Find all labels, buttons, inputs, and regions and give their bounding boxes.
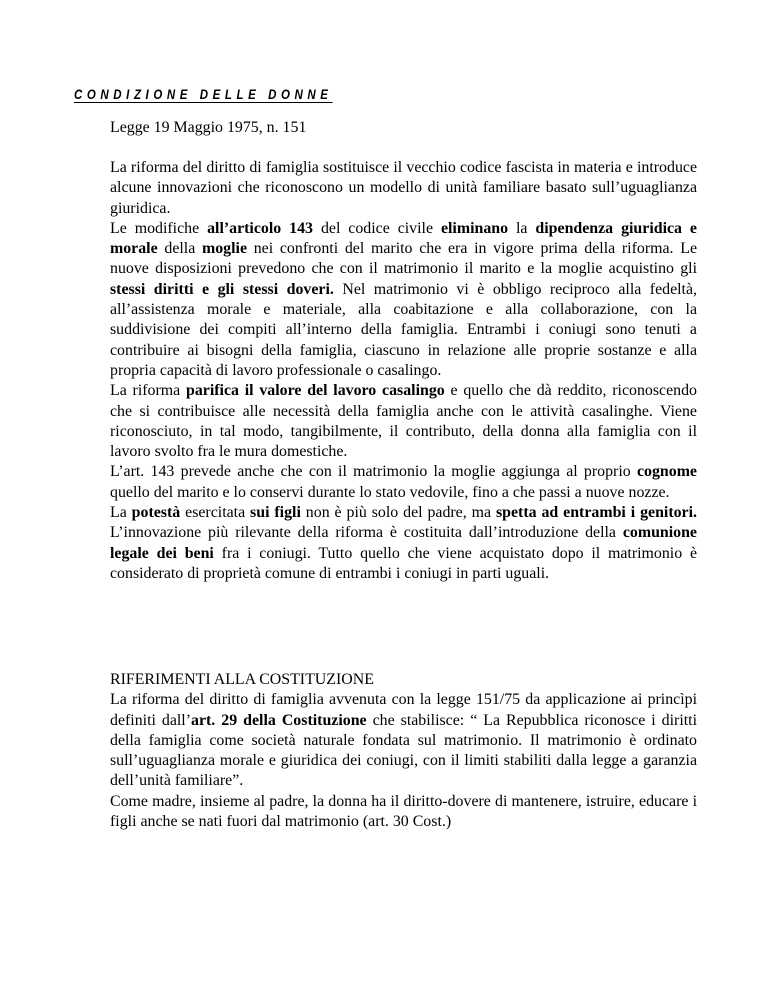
text-run: che stabilisce: “ La Repubblica riconosce i diritti della famiglia come società naturale fondata sul matrimonio. Il matrimonio è ordinato sull’uguaglianza morale e giuridica dei coniugi, con il limiti stabiliti dalla legge a garanzia dell’unità familiare”. xyxy=(110,711,697,790)
text-run: Le modifiche xyxy=(110,219,208,237)
text-run: La riforma xyxy=(110,382,186,400)
text-run: La riforma del diritto di famiglia sostituisce il vecchio codice fascista in materia e introduce alcune innovazioni che riconoscono un modello di unità familiare basato sull’uguaglianza giuridica. xyxy=(110,159,697,217)
law-title: Legge 19 Maggio 1975, n. 151 xyxy=(110,119,307,136)
paragraph xyxy=(110,381,697,462)
paragraph xyxy=(110,219,697,381)
text-run: quello del marito e lo conservi durante lo stato vedovile, fino a che passi a nuove nozze. xyxy=(110,483,670,501)
bold-text: comunione legale dei beni xyxy=(110,524,697,562)
bold-text: eliminano xyxy=(440,219,509,237)
text-run: fra i coniugi. Tutto quello che viene acquistato dopo il matrimonio è considerato di proprietà comune di entrambi i coniugi in parti uguali. xyxy=(110,544,697,582)
paragraph xyxy=(110,462,697,503)
paragraph xyxy=(110,158,697,219)
main-text xyxy=(110,158,697,584)
text-run: Come madre, insieme al padre, la donna ha il diritto-dovere di mantenere, istruire, educare i figli anche se nati fuori dal matrimonio (art. 30 Cost.) xyxy=(110,792,697,831)
law-title-block xyxy=(110,118,697,138)
text-run: non è più solo del padre, ma xyxy=(300,504,496,522)
references-title: RIFERIMENTI ALLA COSTITUZIONE xyxy=(110,671,374,688)
text-run: della xyxy=(157,240,202,258)
bold-text: potestà xyxy=(131,504,181,522)
bold-text: stessi diritti e gli stessi doveri. xyxy=(110,280,334,298)
document-heading: CONDIZIONE DELLE DONNE xyxy=(74,86,333,102)
bold-text: cognome xyxy=(636,463,697,481)
bold-text: dipendenza giuridica e morale xyxy=(110,219,697,258)
bold-text: spetta ad entrambi i genitori. xyxy=(495,504,697,522)
bold-text: all’articolo 143 xyxy=(207,219,313,237)
text-run: La xyxy=(110,504,132,522)
bold-text: sui figli xyxy=(250,504,301,522)
text-run: la xyxy=(508,219,536,237)
text-run: L’innovazione più rilevante della riforma è costituita dall’introduzione della xyxy=(110,524,623,542)
text-run: nei confronti del marito che era in vigore prima della riforma. Le nuove disposizioni prevedono che con il matrimonio il marito e la moglie acquistino gli xyxy=(110,240,698,278)
text-run: La riforma del diritto di famiglia avvenuta con la legge 151/75 da applicazione ai princìpi definiti dall’ xyxy=(110,691,697,729)
bold-text: parifica il valore del lavoro casalingo xyxy=(185,382,445,400)
text-run: Nel matrimonio vi è obbligo reciproco alla fedeltà, all’assistenza morale e materiale, alla coabitazione e alla collaborazione, con la suddivisione dei compiti all’interno della famiglia. Entrambi i coniugi sono tenuti a contribuire ai bisogni della famiglia, ciascuno in relazione alle proprie sostanze e alla propria capacità di lavoro professionale o casalingo. xyxy=(110,280,697,379)
text-run: L’art. 143 prevede anche che con il matrimonio la moglie aggiunga al proprio xyxy=(110,463,637,481)
paragraph xyxy=(110,503,697,584)
paragraph xyxy=(110,792,697,833)
text-run: esercitata xyxy=(180,504,251,522)
bold-text: moglie xyxy=(202,240,248,258)
text-run: e quello che dà reddito, riconoscendo che si contribuisce alle necessità della famiglia anche con le attività casalinghe. Viene riconosciuto, in tal modo, tangibilmente, il contributo, della donna alla famiglia con il lavoro svolto fra le mura domestiche. xyxy=(110,382,697,461)
paragraph xyxy=(110,690,697,791)
text-run: del codice civile xyxy=(313,219,441,237)
references-section xyxy=(110,670,697,832)
bold-text: art. 29 della Costituzione xyxy=(191,711,367,729)
